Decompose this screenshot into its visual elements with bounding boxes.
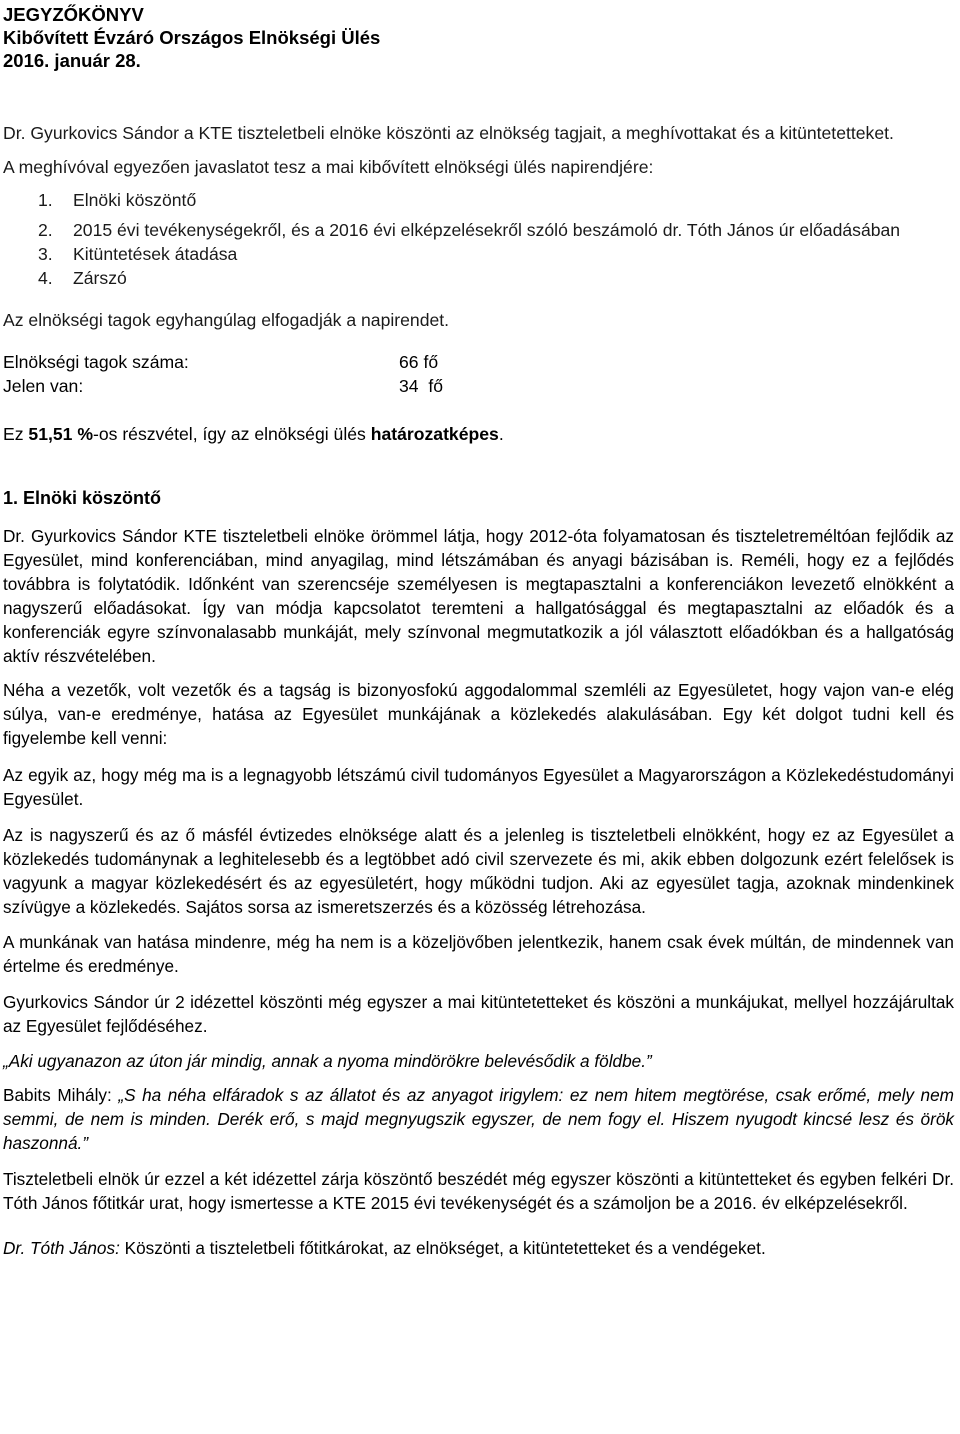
paragraph: Néha a vezetők, volt vezetők és a tagság is bizonyosfokú aggodalommal szemléli az Egyesületet, hogy vajon van-e elég súlya, van-e eredménye, hatása az Egyesület munkájának a közlekedés alakulásában. Egy két dolgot tudni kell és figyelembe kell venni: [3,680,954,748]
document-title: JEGYZŐKÖNYV [3,4,144,25]
present-value: 34 fő [399,376,444,396]
quorum-statement: Ez 51,51 %-os részvétel, így az elnökségi ülés határozatképes. [3,424,504,444]
quorum-percent: 51,51 % [28,424,93,444]
paragraph: Dr. Gyurkovics Sándor KTE tiszteletbeli elnöke örömmel látja, hogy 2012-óta folyamatosan és tiszteletreméltóan fejlődik az Egyesület, mind konferenciában, mind anyagilag, mind létszámában és anyagi bázisában is. Reméli, hogy ez a fejlődés továbbra is folytatódik. Időnként van szerencséje személyesen is megtapasztalni a konferenciákon levezető elnökként a nagyszerű előadásokat. Így van módja kapcsolatot teremteni a hallgatósággal és megtapasztalni az előadók és a konferenciák egyre színvonalasabb munkáját, mely színvonal megmutatkozik a jól választott előadókban és a hallgatóság aktív részvételében. [3,526,954,666]
members-row [3,350,954,374]
members-value: 66 fő [399,352,439,372]
intro-proposal: A meghívóval egyezően javaslatot tesz a mai kibővített elnökségi ülés napirendjére: [3,157,654,177]
quorum-status: határozatképes [370,424,499,444]
agenda-acceptance: Az elnökségi tagok egyhangúlag elfogadják a napirendet. [3,310,450,330]
paragraph: A munkának van hatása mindenre, még ha nem is a közeljövőben jelentkezik, hanem csak évek múltán, de mindennek van értelme és eredménye. [3,932,954,976]
paragraph: Az is nagyszerű és az ő másfél évtizedes elnöksége alatt és a jelenleg is tiszteletbeli elnökként, hogy ez az Egyesület a közlekedés tudománynak a leghitelesebb és a legtöbbet adó civil szervezete és mi, akik ebben dolgozunk ezért felelősek is vagyunk a magyar közlekedésért és az egyesületért, hogy működni tudjon. Aki az egyesület tagja, azoknak mindenkinek szívügye a közlekedés. Sajátos sorsa az ismeretszerzés és a közösség létrehozása. [3,825,954,917]
paragraph: Az egyik az, hogy még ma is a legnagyobb létszámú civil tudományos Egyesület a Magyarországon a Közlekedéstudományi Egyesület. [3,765,954,809]
present-row [3,374,954,398]
quote: „Aki ugyanazon az úton jár mindig, annak a nyoma mindörökre belevésődik a földbe.” [3,1051,652,1071]
intro-greeting: Dr. Gyurkovics Sándor a KTE tiszteletbeli elnöke köszönti az elnökség tagjait, a meghívottakat és a kitüntetetteket. [3,123,894,143]
document-page [3,0,954,1260]
agenda-item: 1. Elnöki köszöntő [38,190,197,210]
meeting-date: 2016. január 28. [3,50,141,71]
paragraph: Tiszteletbeli elnök úr ezzel a két idézettel zárja köszöntő beszédét még egyszer köszönti a kitüntetteket és egyben felkéri Dr. Tóth János főtitkár urat, hogy ismertesse a KTE 2015 évi tevékenységét és a számoljon be a 2016. év elképzelésekről. [3,1169,954,1213]
agenda-list [3,188,954,290]
agenda-item: 3. Kitüntetések átadása [38,244,238,264]
present-label: Jelen van: [3,376,84,396]
section-heading: 1. Elnöki köszöntő [3,488,162,508]
agenda-item: 2. 2015 évi tevékenységekről, és a 2016 évi elképzelésekről szóló beszámoló dr. Tóth János úr előadásában [38,220,901,240]
section-body [3,524,954,1260]
speaker-name: Dr. Tóth János: [3,1238,120,1258]
paragraph: Dr. Tóth János: Köszönti a tiszteletbeli főtitkárokat, az elnökséget, a kitüntetetteket és a vendégeket. [3,1238,766,1258]
paragraph: Gyurkovics Sándor úr 2 idézettel köszönti még egyszer a mai kitüntetetteket és köszöni a munkájukat, mellyel hozzájárultak az Egyesület fejlődéséhez. [3,992,954,1036]
members-label: Elnökségi tagok száma: [3,352,189,372]
quote-babits: Babits Mihály: „S ha néha elfáradok s az állatot és az anyagot irigylem: ez nem hitem megtörése, csak erőmé, mely nem semmi, de nem is minden. Derék erő, s majd megnyugszik egyszer, de nem fogy el. Hiszem nyugodt kincsé lesz és örök haszonná.” [3,1085,954,1153]
meeting-name: Kibővített Évzáró Országos Elnökségi Ülés [3,27,381,48]
agenda-item: 4. Zárszó [38,268,127,288]
